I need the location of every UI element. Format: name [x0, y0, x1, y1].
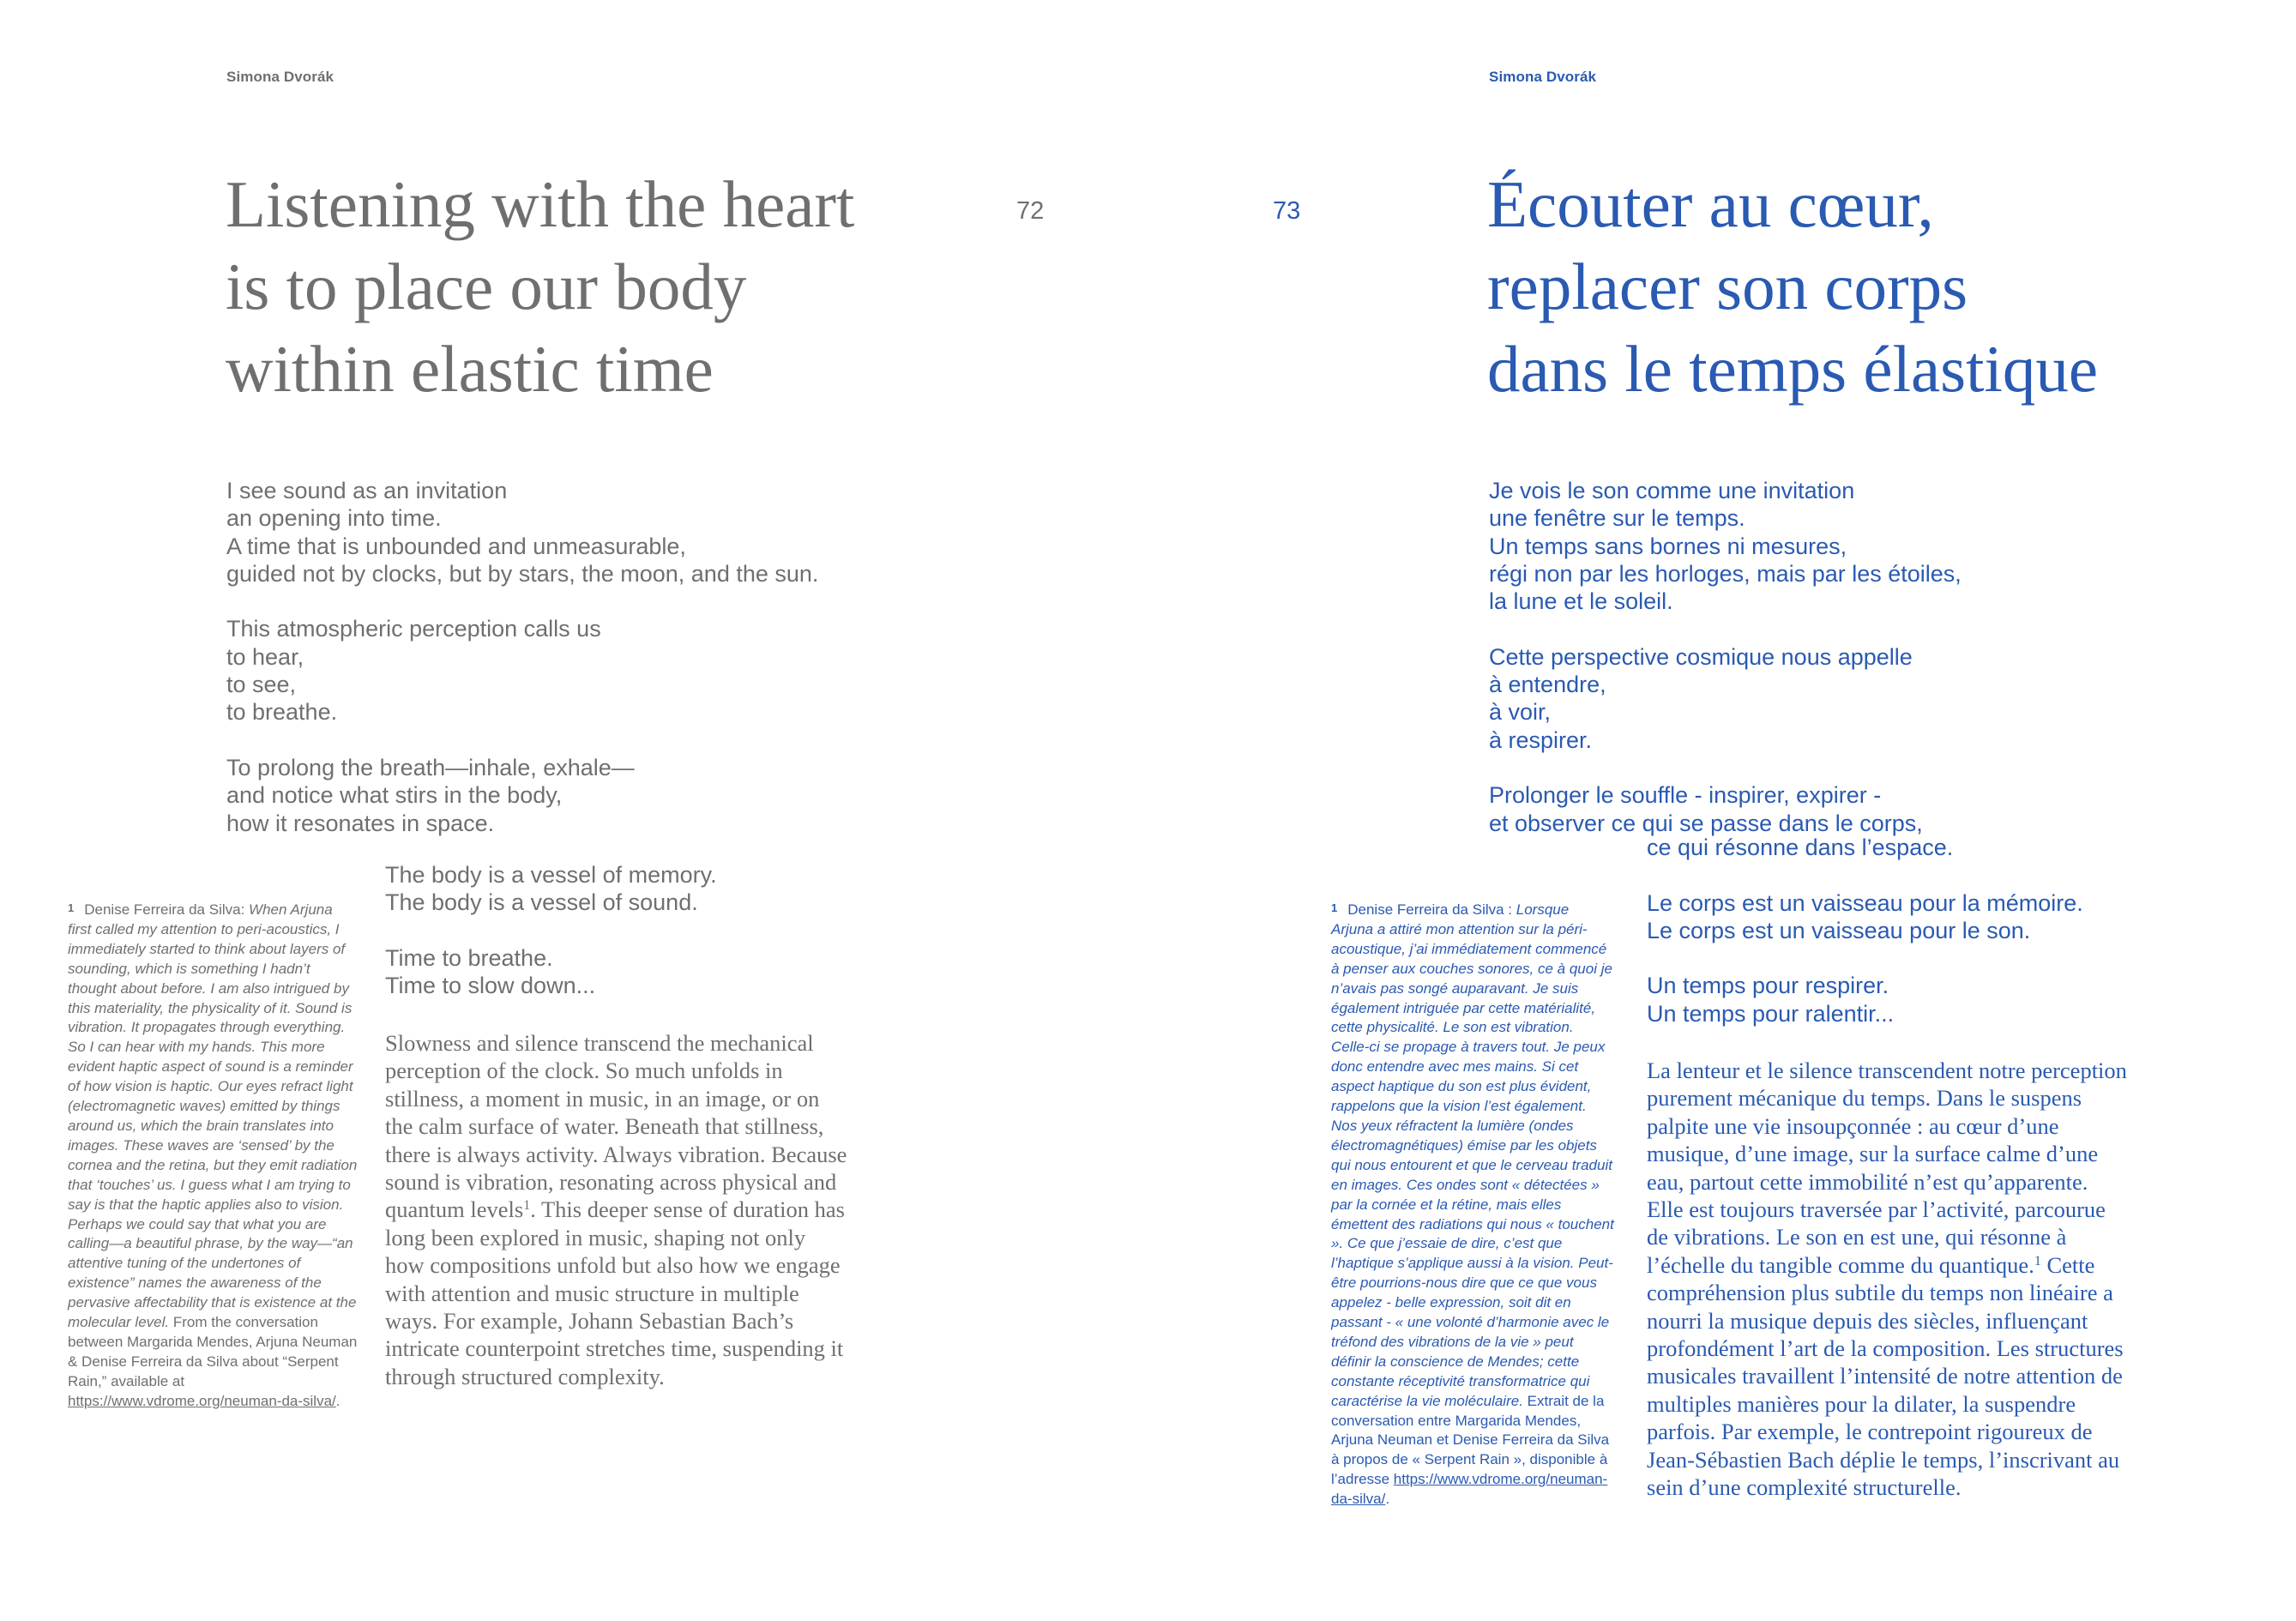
footnote-mark: 1 — [68, 901, 75, 914]
footnote-reference[interactable]: 1 — [2034, 1253, 2041, 1268]
footnote-quote: When Arjuna first called my attention to peri-acoustics, I immediately started to think about layers of sounding, which is something I hadn’t thought about before. I am also intrigued by this materiality, the physicality of it. Sound is vibration. It propagates through everything. So I can hear with my hands. This more evident haptic aspect of sound is a reminder of how vision is haptic. Our eyes refract light (electromagnetic waves) emitted by things around us, which the brain translates into images. These waves are ‘sensed’ by the cornea and the retina, but they emit radiation that ‘touches’ us. I guess what I am trying to say is that the haptic applies also to vision. Perhaps we could say that what you are calling—a beautiful phrase, by the way—“an attentive tuning of the undertones of existence” names the awareness of the pervasive affectability that is existence at the molecular level. — [68, 901, 358, 1331]
poem-stanzas-1: Je vois le son comme une invitation une fenêtre sur le temps. Un temps sans bornes ni mesures, régi non par les horloges, mais par les étoiles, la lune et le soleil. Cette perspective cosmique nous appelle à entendre, à voir, à respirer. Prolonger le souffle - inspirer, expirer - et observer ce qui se passe dans le corps, — [1489, 478, 1962, 836]
footnote-end: . — [335, 1392, 340, 1409]
footnote-reference[interactable]: 1 — [523, 1198, 531, 1214]
title-line: Écouter au cœur, — [1487, 167, 1934, 241]
page-number: 72 — [1016, 197, 1045, 225]
prose-paragraph — [385, 1029, 848, 1390]
poem-stanzas-2: ce qui résonne dans l’espace. Le corps est un vaisseau pour la mémoire. Le corps est un vaisseau pour le son. Un temps pour respirer. Un temps pour ralentir... — [1647, 835, 2083, 1027]
footnote-mark: 1 — [1331, 901, 1338, 914]
title-line: is to place our body — [226, 250, 747, 323]
footnote-quote: Lorsque Arjuna a attiré mon attention sur la péri-acoustique, j’ai immédiatement commencé à penser aux couches sonores, ce à quoi je n’avais pas songé auparavant. Je suis également intriguée par cette matérialité, cette physicalité. Le son est vibration. Celle-ci se propage à travers tout. Je peux donc entendre avec mes mains. Si cet aspect haptique du son est plus évident, rappelons que la vision l’est également. Nos yeux réfractent la lumière (ondes électromagnétiques) émise par les objets qui nous entourent et que le cerveau traduit en images. Ces ondes sont « détectées » par la cornée et la rétine, mais elles émettent des radiations qui nous « touchent ». Ce que j’essaie de dire, c’est que l’haptique s’applique aussi à la vision. Peut-être pourrions-nous dire que ce que vous appelez - belle expression, soit dit en passant - « une volonté d’harmonie avec le tréfond des vibrations de la vie » peut définir la conscience de Mendes; cette constante réceptivité transformatrice qui caractérise la vie moléculaire. — [1331, 901, 1614, 1409]
page-title — [226, 163, 854, 410]
prose-text: La lenteur et le silence transcendent notre perception purement mécanique du temps. Dans le suspens palpite une vie insoupçonnée : au cœur d’une musique, d’une image, sur la surface calme d’une eau, partout cette immobilité n’est qu’apparente. Elle est toujours traversée par l’activité, parcourue de vibrations. Le son en est une, qui résonne à l’échelle du tangible comme du quantique. — [1647, 1058, 2127, 1278]
footnote — [68, 899, 359, 1412]
footnote-lead: Denise Ferreira da Silva: — [84, 901, 250, 918]
prose-text: . This deeper sense of duration has long been explored in music, shaping not only how compositions unfold but also how we engage with attention and music structure in multiple ways. For example, Johann Sebastian Bach’s intricate counterpoint stretches time, suspending it through structured complexity. — [385, 1196, 845, 1389]
title-line: Listening with the heart — [226, 167, 855, 241]
footnote — [1331, 899, 1614, 1510]
page-number: 73 — [1273, 197, 1301, 225]
author-name: Simona Dvorák — [226, 69, 334, 85]
title-line: dans le temps élastique — [1487, 332, 2099, 406]
title-line: replacer son corps — [1487, 250, 1968, 323]
prose-text: Cette compréhension plus subtile du temps non linéaire a nourri la musique depuis des siècles, influençant profondément l’art de la composition. Les structures musicales travaillent l’intensité de notre attention de multiples manières pour la dilater, la suspendre parfois. Par exemple, le contrepoint rigoureux de Jean-Sébastien Bach déplie le temps, l’inscrivant au sein d’une complexité structurelle. — [1647, 1251, 2124, 1501]
footnote-link[interactable]: https://www.vdrome.org/neuman-da-silva/ — [68, 1392, 336, 1409]
page-title — [1487, 163, 2098, 410]
poem-stanzas-1: I see sound as an invitation an opening into time. A time that is unbounded and unmeasurable, guided not by clocks, but by stars, the moon, and the sun. This atmospheric perception calls us to hear, to see, to breathe. To prolong the breath—inhale, exhale— and notice what stirs in the body, how it resonates in space. — [226, 478, 819, 836]
footnote-source: Extrait de la conversation entre Margarida Mendes, Arjuna Neuman et Denise Ferreira da Silva à propos de « Serpent Rain », disponible à l’adresse — [1331, 1392, 1610, 1488]
footnote-lead: Denise Ferreira da Silva : — [1347, 901, 1516, 918]
poem-stanzas-2: The body is a vessel of memory. The body is a vessel of sound. Time to breathe. Time to slow down... — [385, 862, 717, 999]
footnote-source: From the conversation between Margarida Mendes, Arjuna Neuman & Denise Ferreira da Silva about “Serpent Rain,” available at — [68, 1314, 358, 1389]
footnote-end: . — [1385, 1491, 1390, 1508]
prose-text: Slowness and silence transcend the mechanical perception of the clock. So much unfolds in stillness, a moment in music, in an image, or on the calm surface of water. Beneath that stillness, there is always activity. Always vibration. Because sound is vibration, resonating across physical and quantum levels — [385, 1030, 847, 1223]
prose-paragraph — [1647, 1057, 2127, 1502]
right-page — [1148, 0, 2296, 1621]
footnote-link[interactable]: https://www.vdrome.org/neuman-da-silva/ — [1331, 1471, 1608, 1508]
title-line: within elastic time — [226, 332, 714, 406]
author-name: Simona Dvorák — [1489, 69, 1597, 85]
